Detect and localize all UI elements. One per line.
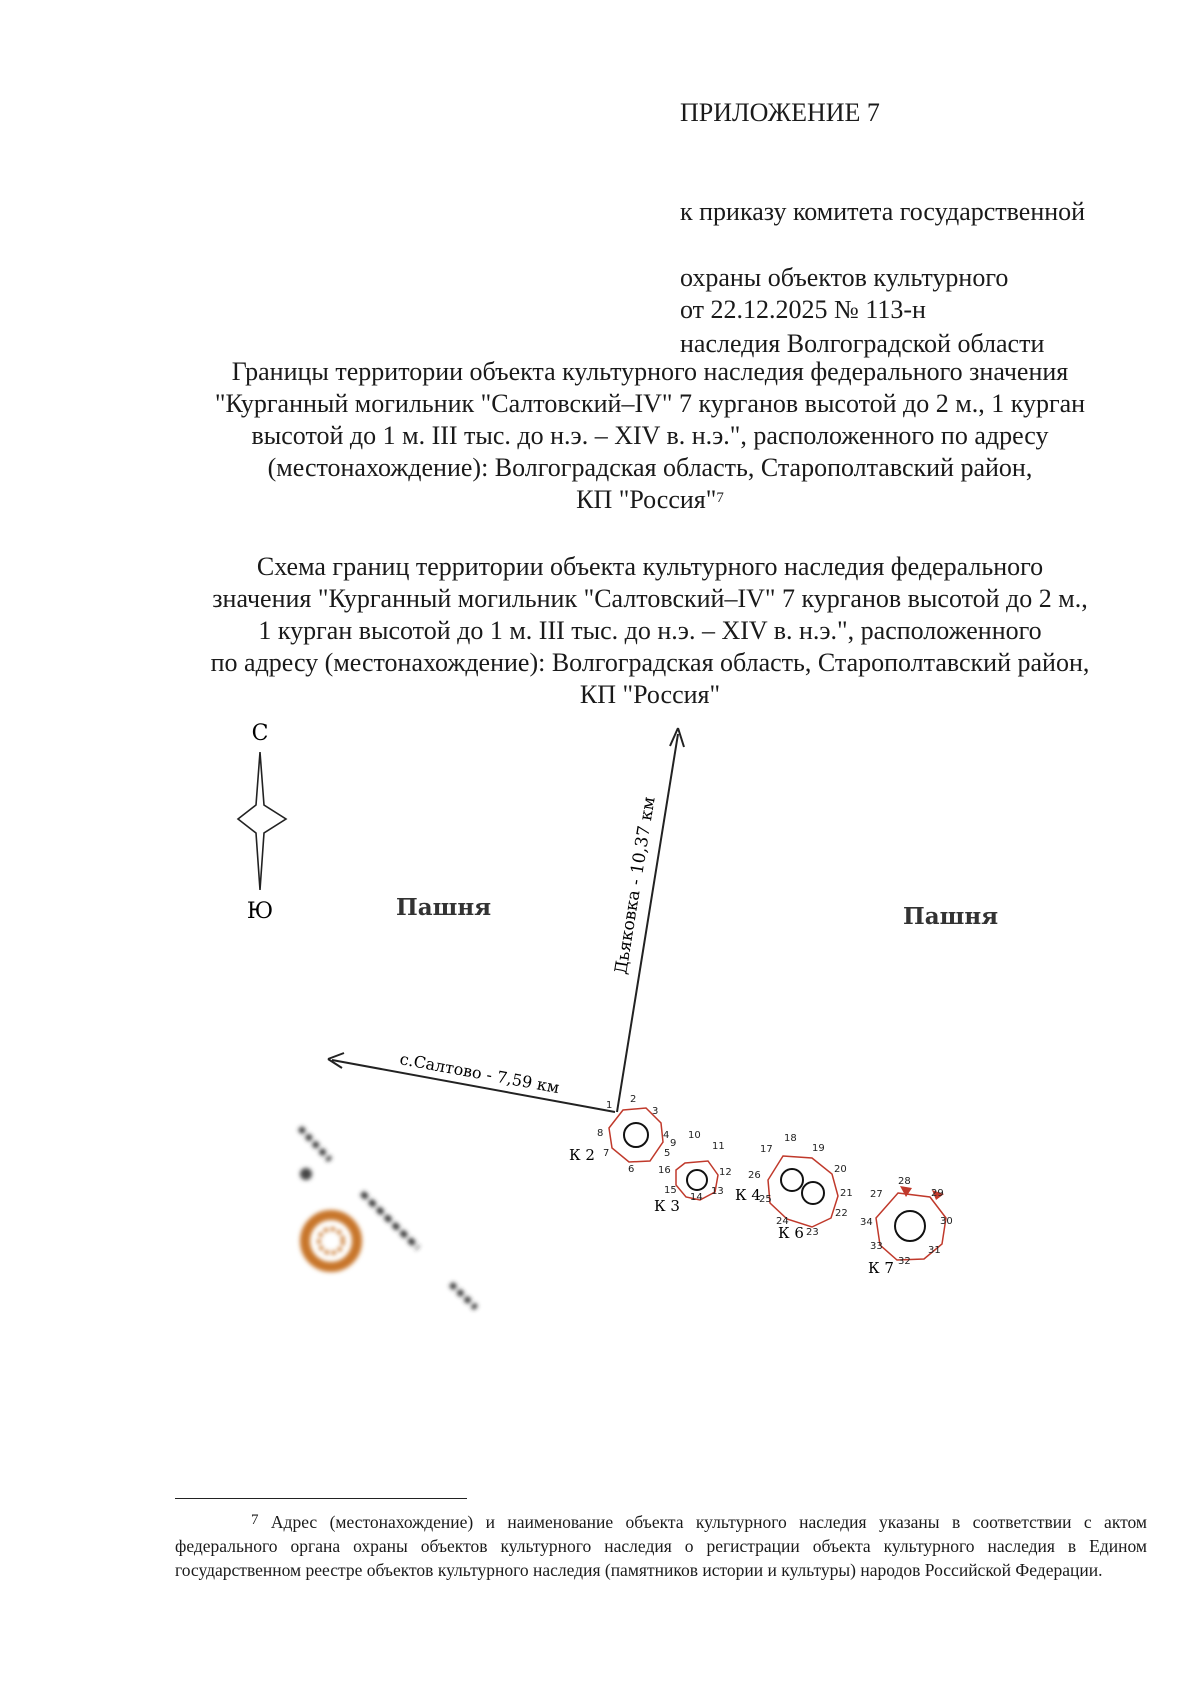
point-number: 26 — [748, 1170, 761, 1181]
title-line: Схема границ территории объекта культурного наследия федерального — [256, 552, 1044, 581]
title-line: "Курганный могильник "Салтовский–IV" 7 курганов высотой до 2 м., 1 курган — [214, 389, 1086, 418]
point-number: 31 — [928, 1245, 941, 1256]
point-number: 9 — [670, 1138, 677, 1149]
title-line: высотой до 1 м. III тыс. до н.э. – XIV в. н.э.", расположенного по адресу — [251, 421, 1049, 450]
road-to-saltovo — [328, 1049, 615, 1112]
footnote-text — [175, 1510, 1147, 1582]
point-number: 15 — [664, 1185, 677, 1196]
point-number: 24 — [776, 1216, 789, 1227]
boundaries-title — [150, 356, 1150, 516]
point-number: 6 — [628, 1164, 635, 1175]
order-ref-line: охраны объектов культурного — [680, 263, 1009, 292]
point-number: 33 — [870, 1241, 883, 1252]
kurgan-label: К 3 — [654, 1197, 680, 1215]
kurgan-k2 — [569, 1108, 663, 1164]
appendix-title: ПРИЛОЖЕНИЕ 7 — [680, 98, 880, 127]
point-number: 16 — [658, 1165, 671, 1176]
kurgan-k4-k6 — [735, 1156, 838, 1242]
point-number: 14 — [690, 1192, 703, 1203]
footnote-reference[interactable]: 7 — [716, 490, 724, 506]
point-number: 21 — [840, 1188, 853, 1199]
title-line — [150, 484, 1150, 516]
point-number: 3 — [652, 1106, 659, 1117]
footnote — [175, 1510, 1147, 1582]
compass-south-label: Ю — [246, 899, 274, 924]
point-number: 13 — [711, 1186, 724, 1197]
boundary-scheme-map — [0, 700, 1200, 1320]
point-number: 22 — [835, 1208, 848, 1219]
order-ref-line: к приказу комитета государственной — [680, 197, 1086, 226]
footnote-mark: 7 — [251, 1512, 259, 1528]
point-number: 12 — [719, 1167, 732, 1178]
point-number: 27 — [870, 1189, 883, 1200]
point-number: 7 — [603, 1148, 610, 1159]
title-line: по адресу (местонахождение): Волгоградская область, Старополтавский район, — [210, 648, 1090, 677]
point-number: 34 — [860, 1217, 873, 1228]
compass-rose — [238, 721, 286, 924]
kurgan-mound — [781, 1169, 803, 1191]
kurgan-label: К 2 — [569, 1146, 595, 1164]
boundary-point-numbers — [597, 1094, 953, 1267]
road-north-label: Дьяковка - 10,37 км — [611, 795, 660, 976]
point-number: 11 — [712, 1141, 725, 1152]
scheme-title — [150, 551, 1150, 711]
point-number: 8 — [597, 1128, 604, 1139]
kurgan-mound — [624, 1123, 648, 1147]
blurred-map-feature — [300, 1128, 476, 1308]
point-number: 17 — [760, 1144, 773, 1155]
kurgan-label: К 7 — [868, 1259, 894, 1277]
point-number: 32 — [898, 1256, 911, 1267]
point-number: 29 — [931, 1188, 944, 1199]
kurgan-label: К 4 — [735, 1186, 761, 1204]
order-ref-line: наследия Волгоградской области — [680, 329, 1045, 358]
footnote-body: Адрес (местонахождение) и наименование объекта культурного наследия указаны в соответствии с актом федерального органа охраны объектов культурного наследия о регистрации объекта культурного наследия в Едином государственном реестре объектов культурного наследия (памятников истории и культуры) народов Российской Федерации. — [175, 1512, 1148, 1580]
road-to-dyakovka — [611, 728, 684, 1112]
compass-star-icon — [238, 752, 286, 890]
title-line-text: КП "Россия" — [576, 485, 717, 514]
road-west-label: с.Салтово - 7,59 км — [398, 1049, 561, 1098]
point-number: 20 — [834, 1164, 847, 1175]
title-line: 1 курган высотой до 1 м. III тыс. до н.э. – XIV в. н.э.", расположенного — [258, 616, 1042, 645]
title-line: Границы территории объекта культурного наследия федерального значения — [231, 357, 1069, 386]
title-line: (местонахождение): Волгоградская область, Старополтавский район, — [267, 453, 1033, 482]
point-number: 23 — [806, 1227, 819, 1238]
footnote-divider — [175, 1498, 467, 1499]
point-number: 28 — [898, 1176, 911, 1187]
point-number: 5 — [664, 1148, 671, 1159]
point-number: 30 — [940, 1216, 953, 1227]
marker-icon — [900, 1186, 912, 1197]
point-number: 10 — [688, 1130, 701, 1141]
point-number: 25 — [759, 1194, 772, 1205]
point-number: 1 — [606, 1100, 613, 1111]
kurgan-mound — [802, 1182, 824, 1204]
point-number: 2 — [630, 1094, 637, 1105]
kurgan-mound — [687, 1170, 707, 1190]
field-label: Пашня — [903, 903, 999, 930]
order-date: от 22.12.2025 № 113-н — [680, 295, 926, 324]
title-line: КП "Россия" — [579, 680, 721, 709]
kurgan-label: К 6 — [778, 1224, 804, 1242]
title-line: значения "Курганный могильник "Салтовский–IV" 7 курганов высотой до 2 м., — [212, 584, 1088, 613]
field-label: Пашня — [396, 894, 492, 921]
kurgan-mound — [895, 1211, 925, 1241]
point-number: 4 — [663, 1130, 670, 1141]
compass-north-label: С — [251, 721, 269, 746]
point-number: 18 — [784, 1133, 797, 1144]
point-number: 19 — [812, 1143, 825, 1154]
